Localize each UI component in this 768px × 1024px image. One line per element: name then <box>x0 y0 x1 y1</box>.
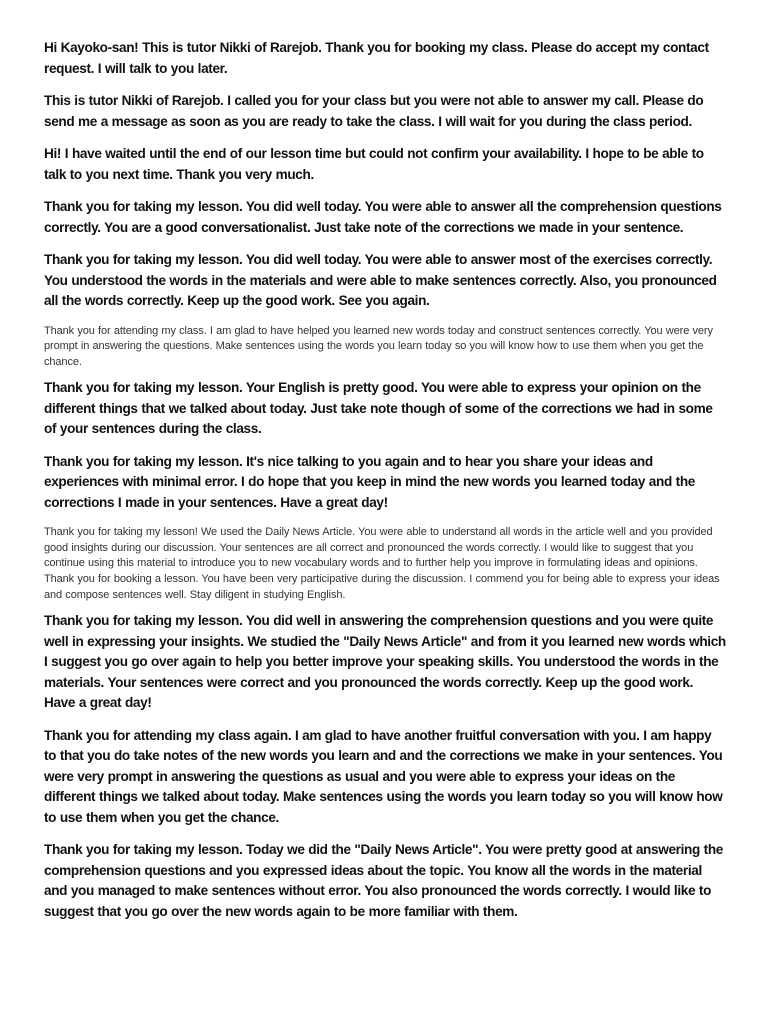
paragraph-feedback-2: Thank you for taking my lesson. You did well today. You were able to answer most of the exercises correctly. You understood the words in the materials and were able to make sentences correctly. Also, you pronounced all the words correctly. Keep up the good work. See you again. <box>44 252 717 308</box>
paragraph-greeting: Hi Kayoko-san! This is tutor Nikki of Rarejob. Thank you for booking my class. Please do accept my contact request. I will talk to you later. <box>44 40 709 76</box>
document-body <box>44 38 726 922</box>
paragraph-feedback-8: Thank you for attending my class again. I am glad to have another fruitful conversation with you. I am happy to that you do take notes of the new words you learn and and the corrections we make in your sentences. You were very prompt in answering the questions as usual and you were able to express your ideas on the different things we talked about today. Make sentences using the words you learn today so you will know how to use them when you get the chance. <box>44 727 723 825</box>
paragraph-feedback-5: Thank you for taking my lesson. It's nice talking to you again and to hear you share your ideas and experiences with minimal error. I do hope that you keep in mind the new words you learned today and the corrections I made in your sentences. Have a great day! <box>44 453 695 510</box>
paragraph-feedback-3: Thank you for attending my class. I am glad to have helped you learned new words today and construct sentences correctly. You were very prompt in answering the questions. Make sentences using the words you learn today so you will know how to use them when you get the chance. <box>44 324 713 368</box>
paragraph-feedback-4: Thank you for taking my lesson. Your English is pretty good. You were able to express your opinion on the different things that we talked about today. Just take note though of some of the corrections we had in some of your sentences during the class. <box>44 380 713 437</box>
paragraph-no-show: Hi! I have waited until the end of our lesson time but could not confirm your availability. I hope to be able to talk to you next time. Thank you very much. <box>44 146 704 182</box>
paragraph-feedback-7: Thank you for taking my lesson. You did well in answering the comprehension questions and you were quite well in expressing your insights. We studied the "Daily News Article" and from it you learned new words which I suggest you go over again to help you better improve your speaking skills. You understood the words in the materials. Your sentences were correct and you pronounced the words correctly. Keep up the good work. Have a great day! <box>44 613 726 711</box>
paragraph-feedback-6: Thank you for taking my lesson! We used the Daily News Article. You were able to understand all words in the article well and you provided good insights during our discussion. Your sentences are all correct and pronounced the words correctly. I would like to suggest that you continue using this material to introduce you to new vocabulary words and to further help you improve in formulating ideas and opinions. Thank you for booking a lesson. You have been very participative during the discussion. I commend you for being able to express your ideas and compose sentences well. Stay diligent in studying English. <box>44 526 720 601</box>
paragraph-missed-call: This is tutor Nikki of Rarejob. I called you for your class but you were not able to answer my call. Please do send me a message as soon as you are ready to take the class. I will wait for you during the class period. <box>44 93 704 129</box>
paragraph-feedback-9: Thank you for taking my lesson. Today we did the "Daily News Article". You were pretty good at answering the comprehension questions and you expressed ideas about the topic. You know all the words in the material and you managed to make sentences without error. You also pronounced the words correctly. I would like to suggest that you go over the new words again to be more familiar with them. <box>44 842 723 919</box>
paragraph-feedback-1: Thank you for taking my lesson. You did well today. You were able to answer all the comprehension questions correctly. You are a good conversationalist. Just take note of the corrections we made in your sentence. <box>44 199 722 235</box>
